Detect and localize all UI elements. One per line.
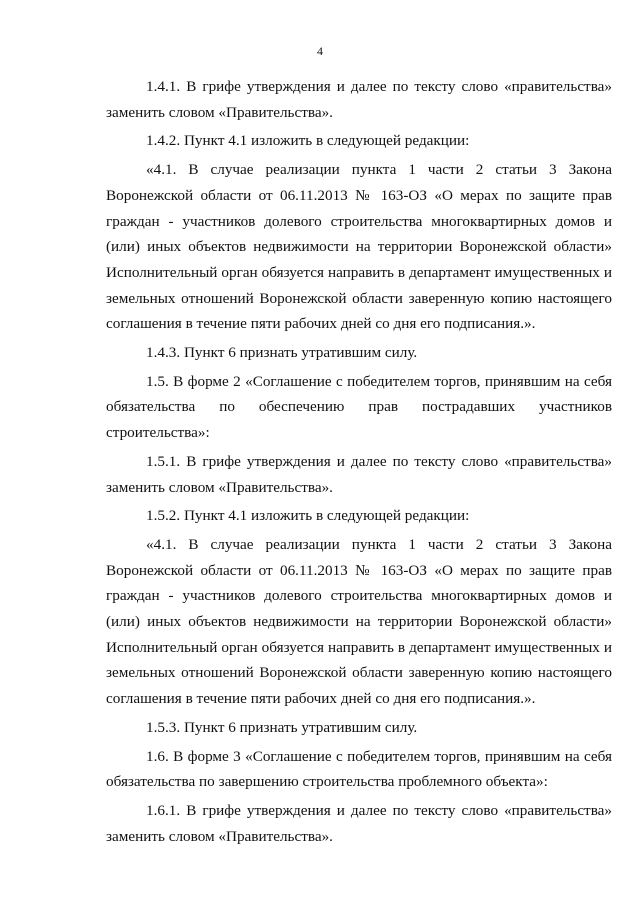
paragraph-1-6: 1.6. В форме 3 «Соглашение с победителем торгов, принявшим на себя обязательства по завершению строительства проблемного объекта»:	[106, 747, 612, 791]
paragraph-1-4-1: 1.4.1. В грифе утверждения и далее по тексту слово «правительства» заменить словом «Правительства».	[106, 78, 612, 121]
paragraph-1-5-3: 1.5.3. Пункт 6 признать утратившим силу.	[146, 718, 418, 736]
paragraph-1-4-3: 1.4.3. Пункт 6 признать утратившим силу.	[146, 344, 418, 362]
paragraph-1-4-2: 1.4.2. Пункт 4.1 изложить в следующей редакции:	[146, 132, 470, 150]
paragraph-1-6-1: 1.6.1. В грифе утверждения и далее по тексту слово «правительства» заменить словом «Правительства».	[106, 801, 612, 845]
paragraph-1-5: 1.5. В форме 2 «Соглашение с победителем торгов, принявшим на себя обязательства по обеспечению прав пострадавших участников строительства»:	[106, 372, 612, 442]
paragraph-quote-4-1-first: «4.1. В случае реализации пункта 1 части 2 статьи 3 Закона Воронежской области от 06.11.2013 № 163-ОЗ «О мерах по защите прав граждан - участников долевого строительства многоквартирных домов и (или) иных объектов недвижимости на территории Воронежской области» Исполнительный орган обязуется направить в департамент имущественных и земельных отношений Воронежской области заверенную копию настоящего соглашения в течение пяти рабочих дней со дня его подписания.».	[106, 161, 612, 333]
paragraph-1-5-2: 1.5.2. Пункт 4.1 изложить в следующей редакции:	[146, 507, 470, 525]
paragraph-quote-4-1-second: «4.1. В случае реализации пункта 1 части 2 статьи 3 Закона Воронежской области от 06.11.2013 № 163-ОЗ «О мерах по защите прав граждан - участников долевого строительства многоквартирных домов и (или) иных объектов недвижимости на территории Воронежской области» Исполнительный орган обязуется направить в департамент имущественных и земельных отношений Воронежской области заверенную копию настоящего соглашения в течение пяти рабочих дней со дня его подписания.».	[106, 535, 612, 708]
paragraph-1-5-1: 1.5.1. В грифе утверждения и далее по тексту слово «правительства» заменить словом «Правительства».	[106, 452, 612, 496]
document-body	[106, 74, 612, 852]
page-number: 4	[317, 44, 323, 58]
